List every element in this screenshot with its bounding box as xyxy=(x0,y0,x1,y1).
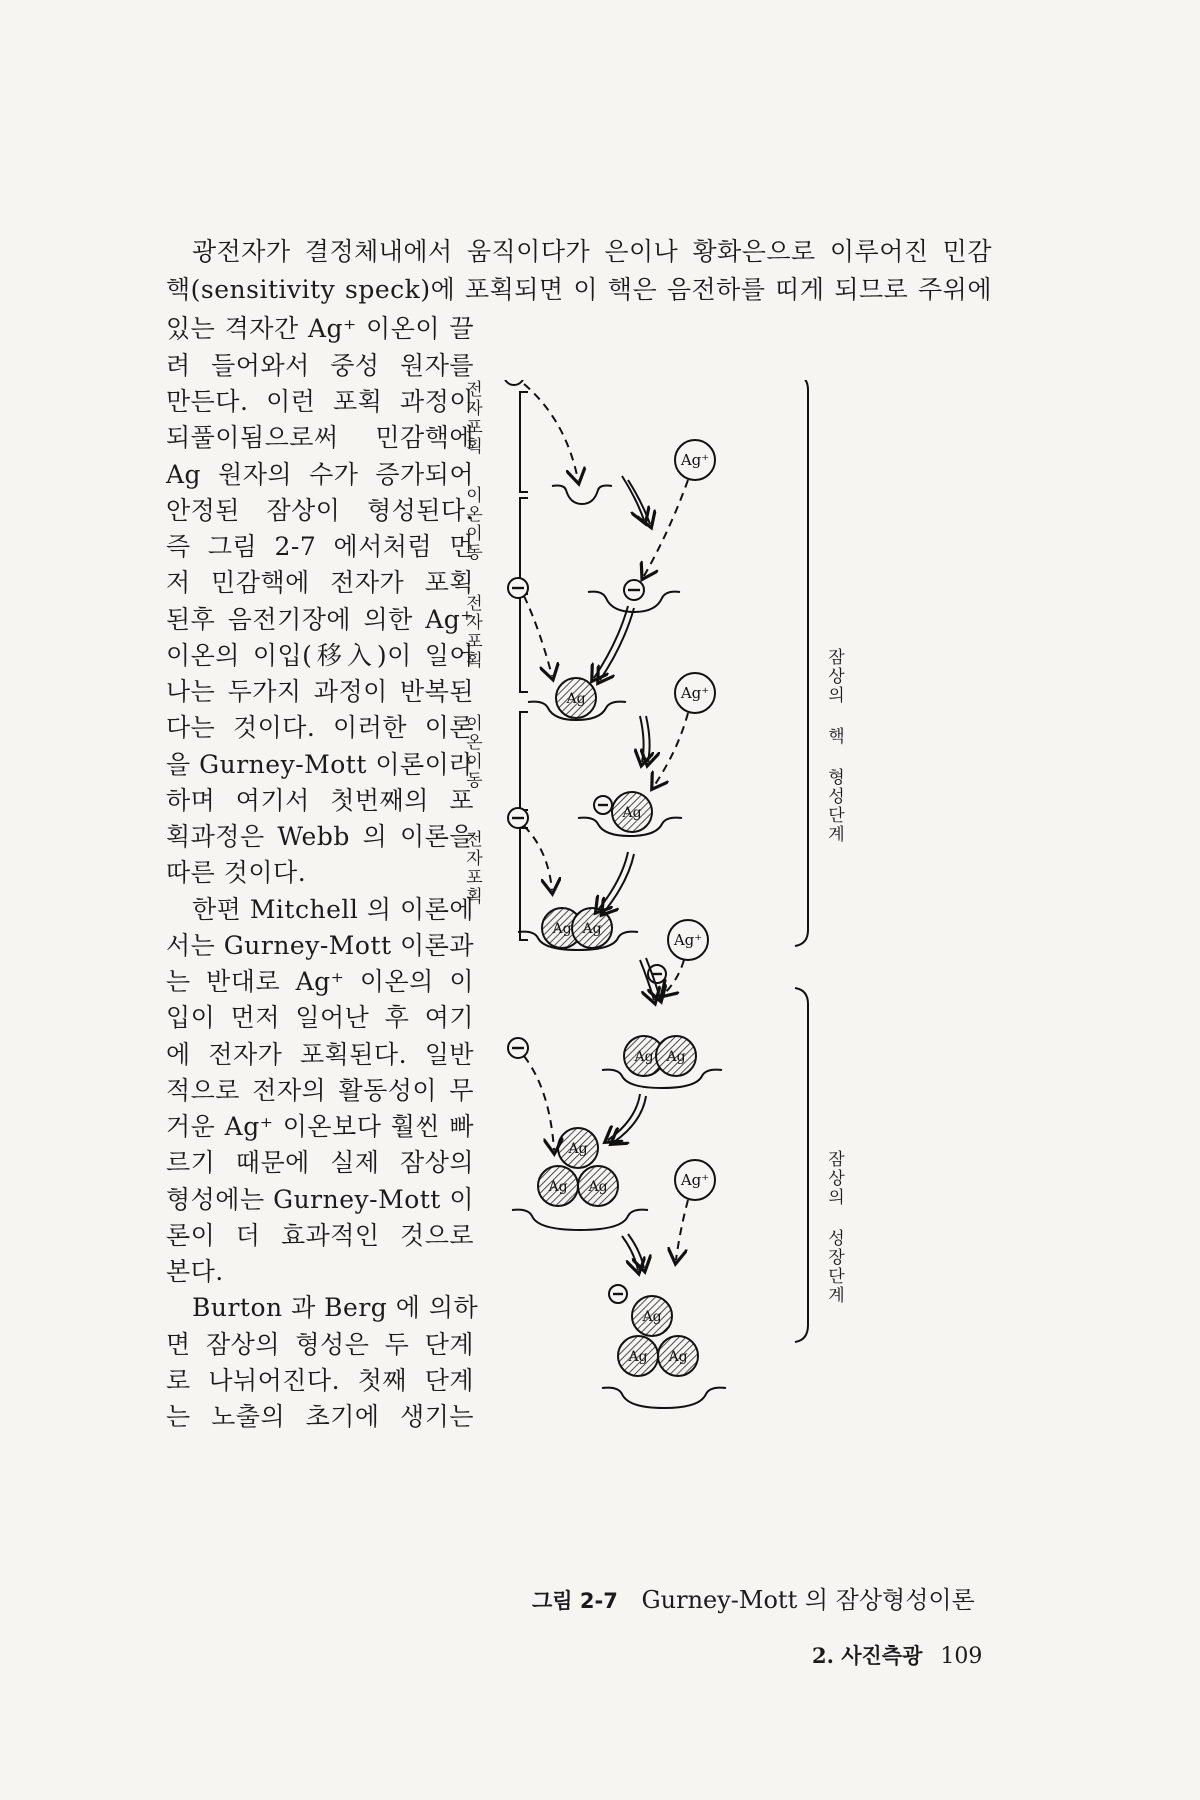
silver-atom-label: Ag xyxy=(552,921,572,937)
silver-ion-label: Ag⁺ xyxy=(673,931,703,949)
body-col-line: 있는 격자간 Ag⁺ 이온이 끌 xyxy=(166,314,474,343)
step-bracket xyxy=(520,828,528,940)
transition-arrow xyxy=(640,716,644,762)
step-bracket xyxy=(520,498,528,588)
body-col-line: 형성에는 Gurney-Mott 이 xyxy=(166,1185,474,1214)
body-col-line: 안정된 잠상이 형성된다. xyxy=(166,496,474,525)
silver-atom-label: Ag xyxy=(568,1141,588,1157)
step-bracket xyxy=(520,712,528,810)
silver-atom-label: Ag xyxy=(622,805,642,821)
electron-path-arrow xyxy=(524,826,552,890)
body-col-line: 에 전자가 포획된다. 일반 xyxy=(166,1040,474,1069)
electron-path-arrow xyxy=(524,384,578,480)
silver-ion-label: Ag⁺ xyxy=(680,451,710,469)
step-label: 전자포획 xyxy=(462,830,482,906)
ion-path-arrow xyxy=(664,960,684,994)
sensitivity-speck xyxy=(512,1210,648,1230)
body-col-line: 면 잠상의 형성은 두 단계 xyxy=(166,1330,474,1359)
body-col-line: Burton 과 Berg 에 의하 xyxy=(192,1293,479,1322)
body-col-line: 을 Gurney-Mott 이론이라 xyxy=(166,750,474,779)
body-col-line: 저 민감핵에 전자가 포획 xyxy=(166,568,474,597)
figure-caption xyxy=(532,1580,975,1615)
body-col-line: 입이 먼저 일어난 후 여기 xyxy=(166,1003,474,1032)
body-col-line: 르기 때문에 실제 잠상의 xyxy=(166,1148,474,1177)
body-col-line: 본다. xyxy=(166,1257,224,1286)
body-col-line: Ag 원자의 수가 증가되어 xyxy=(166,460,474,489)
body-col-line: 된후 음전기장에 의한 Ag⁺ xyxy=(166,605,474,634)
transition-arrow xyxy=(594,606,628,678)
body-line-2: 핵(sensitivity speck)에 포획되면 이 핵은 음전하를 띠게 되므로 주위에 xyxy=(166,275,992,304)
body-col-line: 즉 그림 2-7 에서처럼 먼 xyxy=(166,532,474,561)
body-col-line: 한편 Mitchell 의 이론에 xyxy=(192,895,474,924)
body-col-line: 려 들어와서 중성 원자를 xyxy=(166,351,474,380)
page-footer xyxy=(812,1640,982,1670)
body-col-line: 서는 Gurney-Mott 이론과 xyxy=(166,931,474,960)
ion-path-arrow xyxy=(644,480,688,576)
silver-ion-label: Ag⁺ xyxy=(680,684,710,702)
stage-label-nucleation: 잠상의 핵 형성단계 xyxy=(824,648,844,844)
body-col-line: 되풀이됨으로써 민감핵에 xyxy=(166,423,474,452)
step-label: 전자포획 xyxy=(462,594,482,670)
silver-atom-label: Ag xyxy=(588,1179,608,1195)
stage-bracket xyxy=(795,380,808,946)
step-label: 이온이동 xyxy=(462,486,482,562)
body-col-line: 만든다. 이런 포획 과정이 xyxy=(166,387,474,416)
transition-arrow xyxy=(646,716,650,762)
body-col-line: 적으로 전자의 활동성이 무 xyxy=(166,1076,474,1105)
page-number: 109 xyxy=(940,1644,983,1669)
figure-caption-text: Gurney-Mott 의 잠상형성이론 xyxy=(641,1586,975,1614)
body-col-line: 로 나뉘어진다. 첫째 단계 xyxy=(166,1366,474,1395)
electron-path-arrow xyxy=(524,1056,554,1150)
step-label: 이온이동 xyxy=(462,714,482,790)
body-col-line: 거운 Ag⁺ 이온보다 훨씬 빠 xyxy=(166,1112,474,1141)
transition-arrow xyxy=(604,854,634,912)
sensitivity-speck xyxy=(602,1388,726,1408)
gurney-mott-diagram xyxy=(490,380,1050,1600)
body-col-line: 하며 여기서 첫번째의 포 xyxy=(166,786,474,815)
ion-path-arrow xyxy=(676,1200,688,1260)
silver-atom-label: Ag xyxy=(582,921,602,937)
body-col-line: 이온의 이입(移入)이 일어 xyxy=(166,641,474,670)
body-col-line: 다는 것이다. 이러한 이론 xyxy=(166,713,474,742)
stage-bracket xyxy=(795,988,808,1342)
stage-label-growth: 잠상의 성장단계 xyxy=(824,1150,844,1305)
silver-atom-label: Ag xyxy=(668,1349,688,1365)
body-col-line: 는 노출의 초기에 생기는 xyxy=(166,1402,474,1431)
body-col-line: 따른 것이다. xyxy=(166,858,307,887)
transition-arrow xyxy=(600,608,634,680)
step-bracket xyxy=(520,392,528,492)
step-label: 전자포획 xyxy=(462,380,482,456)
silver-atom-label: Ag xyxy=(666,1049,686,1065)
body-col-line: 나는 두가지 과정이 반복된 xyxy=(166,677,474,706)
electron xyxy=(504,380,524,385)
silver-atom-label: Ag xyxy=(628,1349,648,1365)
step-label-column xyxy=(460,380,490,1080)
silver-ion-label: Ag⁺ xyxy=(680,1171,710,1189)
transition-arrow xyxy=(622,476,644,520)
body-col-line: 획과정은 Webb 의 이론을 xyxy=(166,822,474,851)
footer-section: 2. 사진측광 xyxy=(812,1643,923,1668)
body-col-line: 론이 더 효과적인 것으로 xyxy=(166,1221,474,1250)
silver-atom-label: Ag xyxy=(634,1049,654,1065)
electron-path-arrow xyxy=(524,596,552,676)
silver-atom-label: Ag xyxy=(548,1179,568,1195)
transition-arrow xyxy=(622,1236,638,1270)
step-bracket xyxy=(520,594,528,692)
transition-arrow xyxy=(628,480,650,524)
body-line-1: 광전자가 결정체내에서 움직이다가 은이나 황화은으로 이루어진 민감 xyxy=(192,237,992,266)
body-col-line: 는 반대로 Ag⁺ 이온의 이 xyxy=(166,967,474,996)
sensitivity-speck xyxy=(552,486,612,505)
figure-caption-number: 그림 2-7 xyxy=(532,1589,618,1613)
sensitivity-speck xyxy=(602,1070,722,1088)
silver-atom-label: Ag xyxy=(642,1309,662,1325)
ion-path-arrow xyxy=(654,713,688,786)
silver-atom-label: Ag xyxy=(566,691,586,707)
